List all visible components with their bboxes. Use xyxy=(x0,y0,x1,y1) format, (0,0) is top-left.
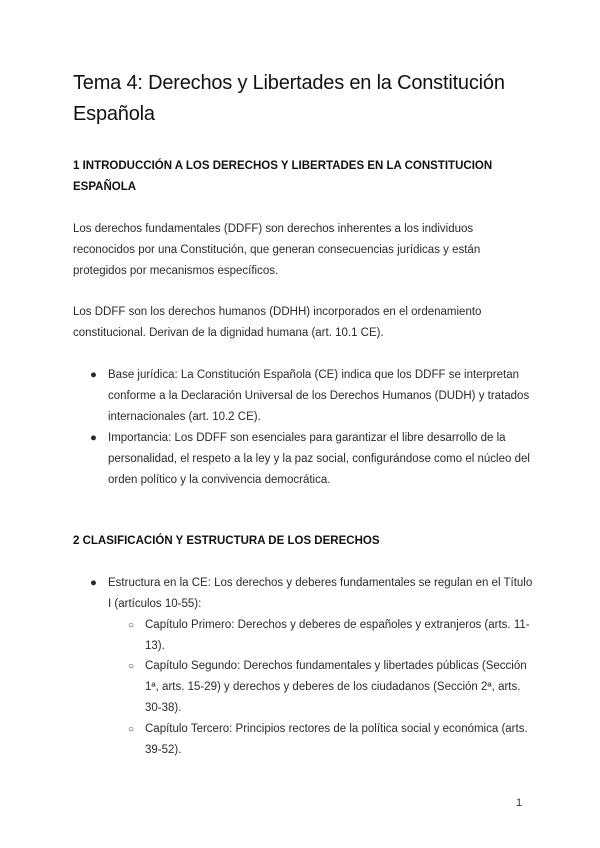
section-2-subbullet-3 xyxy=(128,719,535,761)
section-1-bullet-2 xyxy=(90,428,533,491)
bullet-circle-icon: ○ xyxy=(128,661,135,672)
section-2-heading: 2 CLASIFICACIÓN Y ESTRUCTURA DE LOS DERECHOS xyxy=(73,535,380,547)
bullet-circle-icon: ○ xyxy=(128,724,135,735)
subbullet-text: Capítulo Tercero: Principios rectores de la política social y económica (arts. 39-52). xyxy=(145,723,528,756)
page-number: 1 xyxy=(516,797,523,809)
bullet-dot-icon: ● xyxy=(90,369,97,381)
subbullet-text: Capítulo Primero: Derechos y deberes de españoles y extranjeros (arts. 11-13). xyxy=(145,619,530,652)
bullet-text: Estructura en la CE: Los derechos y deberes fundamentales se regulan en el Título I (artículos 10-55): xyxy=(108,577,533,610)
section-1-heading: 1 INTRODUCCIÓN A LOS DERECHOS Y LIBERTADES EN LA CONSTITUCION ESPAÑOLA xyxy=(73,160,493,193)
page-title: Tema 4: Derechos y Libertades en la Constitución Española xyxy=(73,72,505,125)
section-1-bullet-1 xyxy=(90,365,533,428)
section-2-subbullet-2 xyxy=(128,656,535,719)
bullet-text: Importancia: Los DDFF son esenciales para garantizar el libre desarrollo de la personalidad, el respeto a la ley y la paz social, configurándose como el núcleo del orden político y la convivencia democrática. xyxy=(108,432,530,486)
section-1-paragraph-1: Los derechos fundamentales (DDFF) son derechos inherentes a los individuos reconocidos por una Constitución, que generan consecuencias jurídicas y están protegidos por mecanismos específicos. xyxy=(73,223,481,277)
section-2-bullet-1 xyxy=(90,573,533,615)
bullet-dot-icon: ● xyxy=(90,577,97,589)
section-1-paragraph-2: Los DDFF son los derechos humanos (DDHH) incorporados en el ordenamiento constitucional. Derivan de la dignidad humana (art. 10.1 CE). xyxy=(73,306,482,339)
section-2-subbullet-1 xyxy=(128,615,535,657)
bullet-dot-icon: ● xyxy=(90,432,97,444)
subbullet-text: Capítulo Segundo: Derechos fundamentales y libertades públicas (Sección 1ª, arts. 15-29) y derechos y deberes de los ciudadanos (Sección 2ª, arts. 30-38). xyxy=(145,660,527,714)
bullet-text: Base jurídica: La Constitución Española (CE) indica que los DDFF se interpretan conforme a la Declaración Universal de los Derechos Humanos (DUDH) y tratados internacionales (art. 10.2 CE). xyxy=(108,369,530,423)
bullet-circle-icon: ○ xyxy=(128,620,135,631)
